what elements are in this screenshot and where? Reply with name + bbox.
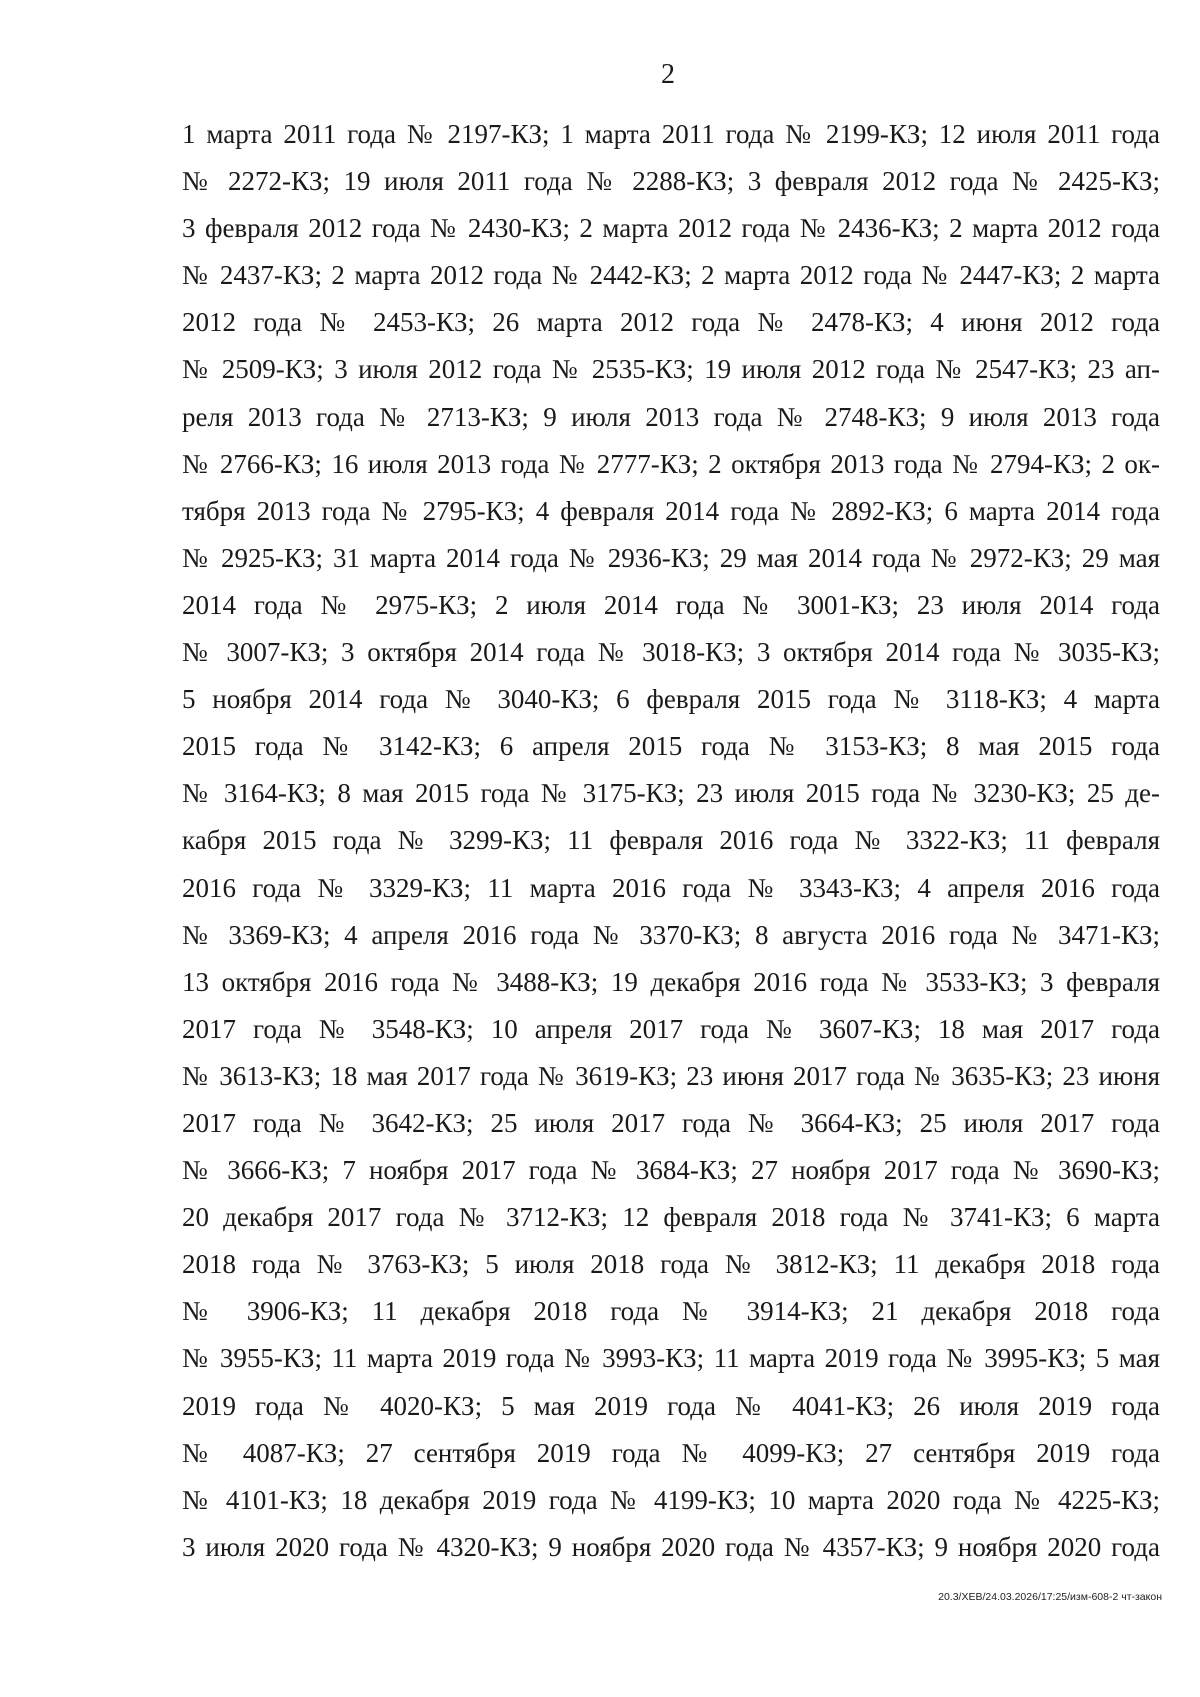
- text-line: 2014 года № 2975-КЗ; 2 июля 2014 года № 3001-КЗ; 23 июля 2014 года: [182, 589, 1160, 620]
- text-line: № 3369-КЗ; 4 апреля 2016 года № 3370-КЗ; 8 августа 2016 года № 3471-КЗ;: [182, 919, 1160, 950]
- text-line: 20 декабря 2017 года № 3712-КЗ; 12 февраля 2018 года № 3741-КЗ; 6 марта: [182, 1202, 1160, 1233]
- text-line: тября 2013 года № 2795-КЗ; 4 февраля 2014 года № 2892-КЗ; 6 марта 2014 года: [182, 495, 1160, 526]
- text-line: 2012 года № 2453-КЗ; 26 марта 2012 года № 2478-КЗ; 4 июня 2012 года: [182, 307, 1160, 338]
- text-line: кабря 2015 года № 3299-КЗ; 11 февраля 2016 года № 3322-КЗ; 11 февраля: [182, 825, 1160, 856]
- text-line: № 3666-КЗ; 7 ноября 2017 года № 3684-КЗ; 27 ноября 2017 года № 3690-КЗ;: [182, 1155, 1160, 1186]
- text-line: № 2272-КЗ; 19 июля 2011 года № 2288-КЗ; 3 февраля 2012 года № 2425-КЗ;: [182, 166, 1160, 197]
- text-line: № 3906-КЗ; 11 декабря 2018 года № 3914-КЗ; 21 декабря 2018 года: [182, 1296, 1160, 1327]
- text-line: 2016 года № 3329-КЗ; 11 марта 2016 года № 3343-КЗ; 4 апреля 2016 года: [182, 872, 1160, 903]
- document-body: [182, 111, 1160, 1571]
- document-footer-code: 20.3/ХЕВ/24.03.2026/17:25/изм-608-2 чт-закон: [938, 1591, 1162, 1603]
- text-line: № 2925-КЗ; 31 марта 2014 года № 2936-КЗ; 29 мая 2014 года № 2972-КЗ; 29 мая: [182, 542, 1160, 573]
- text-line: № 3955-КЗ; 11 марта 2019 года № 3993-КЗ; 11 марта 2019 года № 3995-КЗ; 5 мая: [182, 1343, 1160, 1374]
- text-line: № 3007-КЗ; 3 октября 2014 года № 3018-КЗ; 3 октября 2014 года № 3035-КЗ;: [182, 637, 1160, 668]
- text-line: реля 2013 года № 2713-КЗ; 9 июля 2013 года № 2748-КЗ; 9 июля 2013 года: [182, 401, 1160, 432]
- text-line: № 3613-КЗ; 18 мая 2017 года № 3619-КЗ; 23 июня 2017 года № 3635-КЗ; 23 июня: [182, 1060, 1160, 1091]
- page-number: 2: [661, 59, 675, 90]
- text-line: 3 июля 2020 года № 4320-КЗ; 9 ноября 2020 года № 4357-КЗ; 9 ноября 2020 года: [182, 1531, 1160, 1562]
- text-line: № 2766-КЗ; 16 июля 2013 года № 2777-КЗ; 2 октября 2013 года № 2794-КЗ; 2 ок-: [182, 448, 1160, 479]
- text-line: № 2437-КЗ; 2 марта 2012 года № 2442-КЗ; 2 марта 2012 года № 2447-КЗ; 2 марта: [182, 260, 1160, 291]
- text-line: 3 февраля 2012 года № 2430-КЗ; 2 марта 2012 года № 2436-КЗ; 2 марта 2012 года: [182, 213, 1160, 244]
- text-line: 2017 года № 3642-КЗ; 25 июля 2017 года № 3664-КЗ; 25 июля 2017 года: [182, 1107, 1160, 1138]
- text-line: 2018 года № 3763-КЗ; 5 июля 2018 года № 3812-КЗ; 11 декабря 2018 года: [182, 1249, 1160, 1280]
- text-line: № 4101-КЗ; 18 декабря 2019 года № 4199-КЗ; 10 марта 2020 года № 4225-КЗ;: [182, 1484, 1160, 1515]
- text-line: 13 октября 2016 года № 3488-КЗ; 19 декабря 2016 года № 3533-КЗ; 3 февраля: [182, 966, 1160, 997]
- text-line: № 4087-КЗ; 27 сентября 2019 года № 4099-КЗ; 27 сентября 2019 года: [182, 1437, 1160, 1468]
- text-line: 1 марта 2011 года № 2197-КЗ; 1 марта 2011 года № 2199-КЗ; 12 июля 2011 года: [182, 119, 1160, 149]
- text-line: 2017 года № 3548-КЗ; 10 апреля 2017 года № 3607-КЗ; 18 мая 2017 года: [182, 1013, 1160, 1044]
- text-line: 2019 года № 4020-КЗ; 5 мая 2019 года № 4041-КЗ; 26 июля 2019 года: [182, 1390, 1160, 1421]
- text-line: 2015 года № 3142-КЗ; 6 апреля 2015 года № 3153-КЗ; 8 мая 2015 года: [182, 731, 1160, 762]
- text-line: № 3164-КЗ; 8 мая 2015 года № 3175-КЗ; 23 июля 2015 года № 3230-КЗ; 25 де-: [182, 778, 1160, 809]
- text-line: 5 ноября 2014 года № 3040-КЗ; 6 февраля 2015 года № 3118-КЗ; 4 марта: [182, 684, 1160, 715]
- text-line: № 2509-КЗ; 3 июля 2012 года № 2535-КЗ; 19 июля 2012 года № 2547-КЗ; 23 ап-: [182, 354, 1160, 385]
